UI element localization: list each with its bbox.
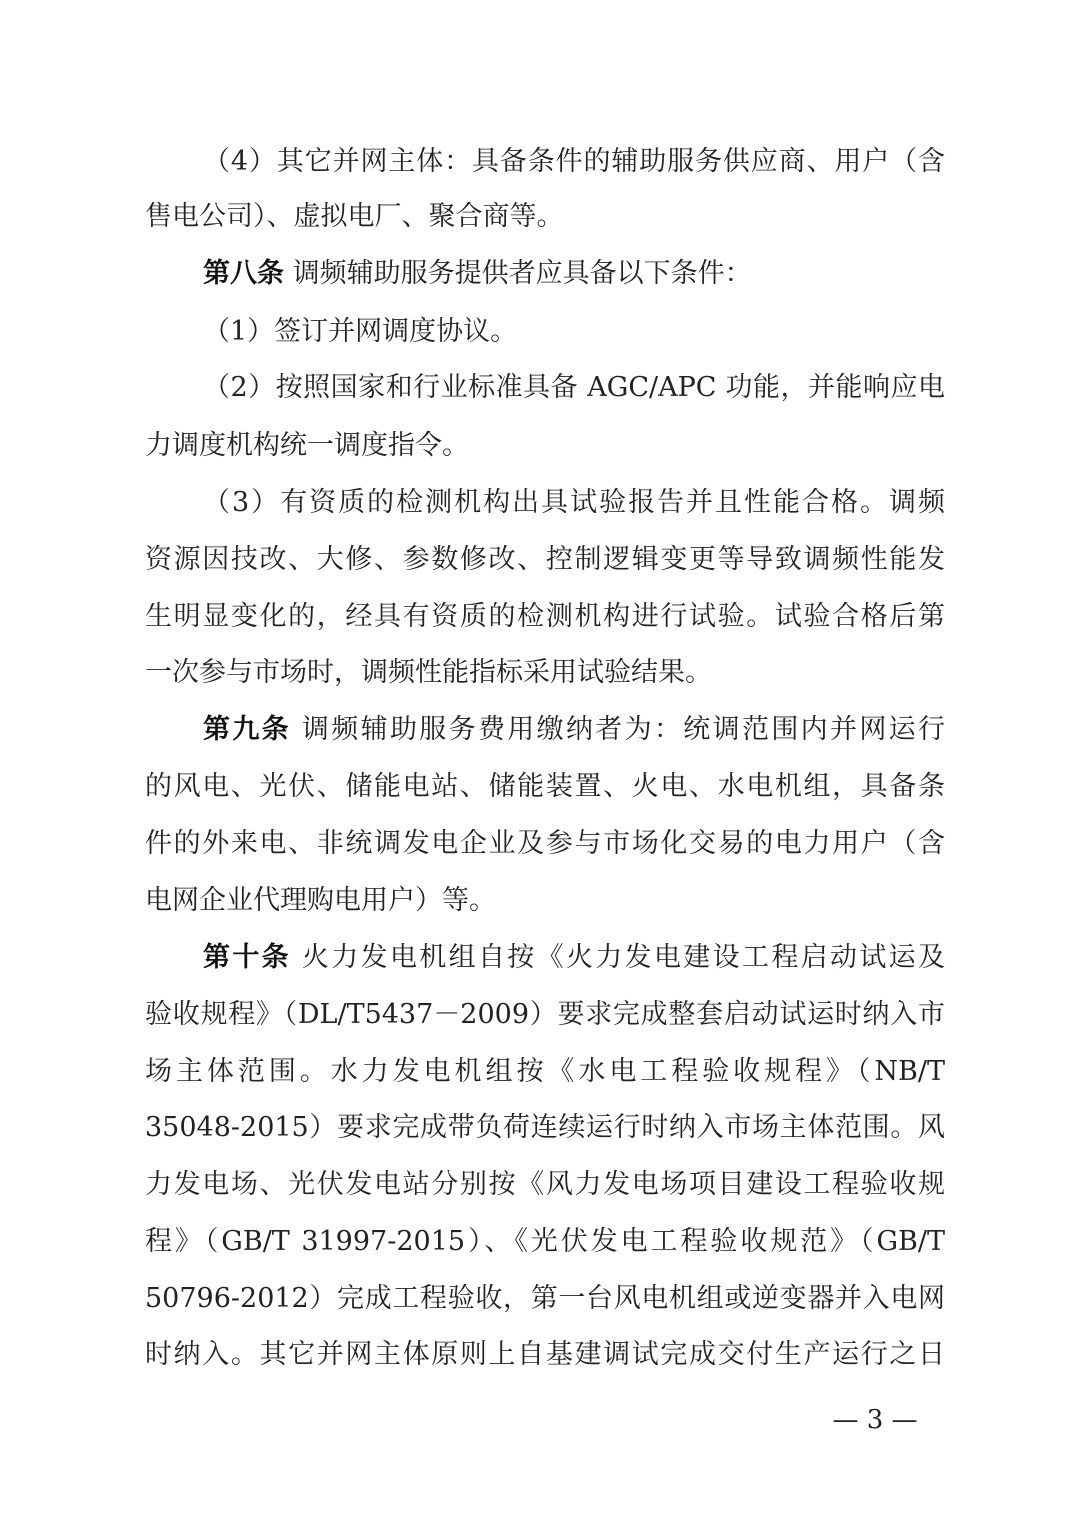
text-line [145,1337,945,1373]
line-text: （1）签订并网调度协议。 [203,316,518,347]
line-text: 的风电、光伏、储能电站、储能装置、火电、水电机组，具备条 [145,771,945,802]
line-text: 件的外来电、非统调发电企业及参与市场化交易的电力用户（含 [145,828,945,859]
line-text: 验收规程》（DL/T5437－2009）要求完成整套启动试运时纳入市 [145,999,945,1030]
page-number: — 3 — [832,1405,918,1435]
line-text: 时纳入。其它并网主体原则上自基建调试完成交付生产运行之日 [145,1339,945,1370]
text-line [145,997,945,1033]
line-text: （4）其它并网主体：具备条件的辅助服务供应商、用户（含 [203,146,945,177]
text-line [145,1054,945,1090]
text-line [145,1224,945,1260]
article-number: 第十条 [203,942,292,973]
line-text: （3）有资质的检测机构出具试验报告并且性能合格。调频 [203,487,945,518]
line-text: 程》（GB/T 31997-2015）、《光伏发电工程验收规范》（GB/T [145,1226,945,1257]
article-heading-line [203,256,945,292]
text-line [145,428,945,464]
text-line [145,883,945,919]
line-text: 电网企业代理购电用户）等。 [145,885,496,916]
article-heading-line [203,712,945,748]
text-line [145,1281,945,1317]
text-line [203,370,945,406]
line-text: （2）按照国家和行业标准具备 AGC/APC 功能，并能响应电 [203,372,945,403]
text-line [145,655,945,691]
line-text: 资源因技改、大修、参数修改、控制逻辑变更等导致调频性能发 [145,544,945,575]
text-line [145,199,945,235]
text-line [145,769,945,805]
line-text: 50796-2012）完成工程验收，第一台风电机组或逆变器并入电网 [145,1283,945,1314]
text-line [145,1167,945,1203]
line-text: 火力发电机组自按《火力发电建设工程启动试运及 [291,942,945,973]
article-number: 第九条 [203,714,292,745]
line-text: 售电公司）、虚拟电厂、聚合商等。 [145,201,564,232]
text-line [203,144,945,180]
text-line [145,1110,945,1146]
text-line [145,826,945,862]
line-text: 力发电场、光伏发电站分别按《风力发电场项目建设工程验收规 [145,1169,945,1200]
text-line [145,542,945,578]
line-text: 力调度机构统一调度指令。 [145,430,469,461]
line-text: 35048-2015）要求完成带负荷连续运行时纳入市场主体范围。风 [145,1112,945,1143]
article-heading-line [203,940,945,976]
article-number: 第八条 [203,258,284,289]
line-text: 生明显变化的，经具有资质的检测机构进行试验。试验合格后第 [145,601,945,632]
text-line [145,599,945,635]
line-text: 调频辅助服务费用缴纳者为：统调范围内并网运行 [291,714,945,745]
text-line [203,485,945,521]
text-line [203,314,945,350]
line-text: 调频辅助服务提供者应具备以下条件： [284,258,752,289]
line-text: 场主体范围。水力发电机组按《水电工程验收规程》（NB/T [145,1056,945,1087]
line-text: 一次参与市场时，调频性能指标采用试验结果。 [145,657,712,688]
